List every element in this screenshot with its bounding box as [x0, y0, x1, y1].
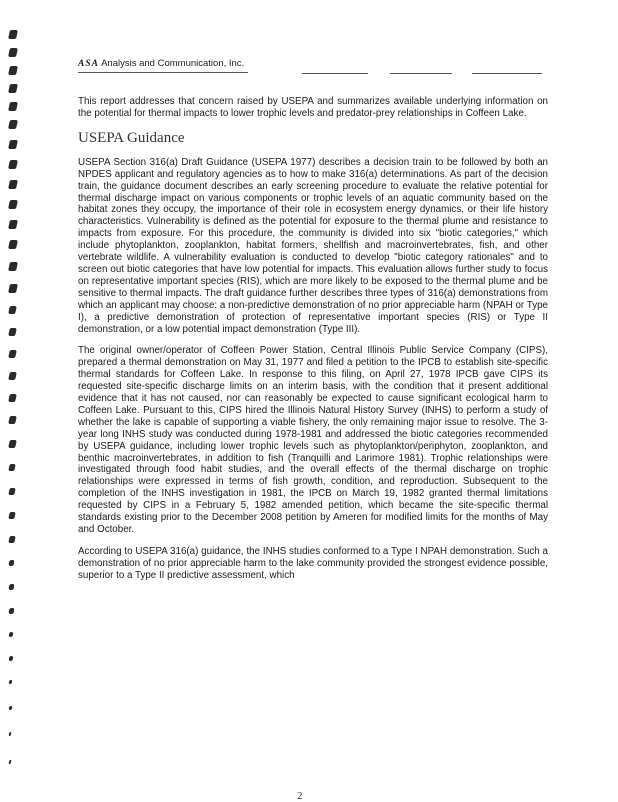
header-rule-2: [302, 73, 368, 74]
company-name: Analysis and Communication, Inc.: [101, 58, 245, 69]
body-paragraph: According to USEPA 316(a) guidance, the INHS studies conformed to a Type I NPAH demonstration. Such a demonstration of no prior appreciable harm to the lake community provided the strongest evidence possible, superior to a Type II predictive assessment, which: [78, 545, 548, 581]
header-rule-3: [390, 73, 452, 74]
page-header: [78, 58, 244, 69]
header-rule-4: [472, 73, 542, 74]
body-paragraph: USEPA Section 316(a) Draft Guidance (USEPA 1977) describes a decision train to be followed by both an NPDES applicant and regulatory agencies as to how to make 316(a) determinations. As part of the decision train, the guidance document describes an early screening procedure to evaluate the relative potential for thermal discharge impact on various components or trophic levels of an aquatic community based on the habitat zones they occupy, the importance of their role in ecosystem energy dynamics, or their life history characteristics. Vulnerability is defined as the potential for exposure to the thermal plume and resistance to impacts from exposure. For this procedure, the community is divided into six "biotic categories," which include phytoplankton, zooplankton, habitat formers, shellfish and macroinvertebrates, fish, and other vertebrate wildlife. A vulnerability evaluation is conducted to develop "biotic category rationales" and to screen out biotic categories that have low potential for impacts. This evaluation allows further study to focus on representative important species (RIS), which are more likely to be exposed to the thermal plume and be sensitive to thermal impacts. The draft guidance further describes three types of 316(a) demonstrations from which an applicant may choose: a non-predictive demonstration of no prior appreciable harm (NPAH or Type I), a predictive demonstration of protection of representative important species (RIS) or Type II demonstration, or a low potential impact demonstration (Type III).: [78, 156, 548, 335]
body-paragraph: The original owner/operator of Coffeen Power Station, Central Illinois Public Service Company (CIPS), prepared a thermal demonstration on May 31, 1977 and filed a petition to the IPCB to establish site-specific thermal standards for Coffeen Lake. In response to this filing, on April 27, 1978 IPCB gave CIPS its requested site-specific discharge limits on an interim basis, with the condition that it present additional evidence that it has not caused, nor can reasonably be expected to cause significant ecological harm to Coffeen Lake. Pursuant to this, CIPS hired the Illinois Natural History Survey (INHS) to perform a study of whether the lake is capable of supporting a viable fishery, the only remaining major issue to resolve. The 3-year long INHS study was conducted during 1978-1981 and addressed the biotic categories recommended by USEPA guidance, including lower trophic levels such as phytoplankton/periphyton, zooplankton, and benthic macroinvertebrates, in addition to fish (Tranquilli and Larimore 1981). Trophic relationships were investigated through food habit studies, and the overall effects of the thermal discharge on trophic relationships were expressed in terms of fish growth, condition, and reproduction. Subsequent to the completion of the INHS investigation in 1981, the IPCB on March 19, 1982 granted thermal limitations requested by CIPS in a February 5, 1982 amended petition, which became the site-specific thermal standards existing prior to the December 2008 petition by Ameren for modified limits for the months of May and October.: [78, 345, 548, 535]
section-heading: USEPA Guidance: [78, 129, 185, 146]
header-rule-1: [78, 72, 248, 73]
company-logo: ASA: [78, 59, 99, 69]
page-number: 2: [297, 790, 303, 802]
binder-holes: [0, 0, 26, 800]
intro-paragraph: This report addresses that concern raised by USEPA and summarizes available underlying information on the potential for thermal impacts to lower trophic levels and predator-prey relationships in Coffeen Lake.: [78, 96, 548, 119]
page-body: [78, 96, 548, 582]
